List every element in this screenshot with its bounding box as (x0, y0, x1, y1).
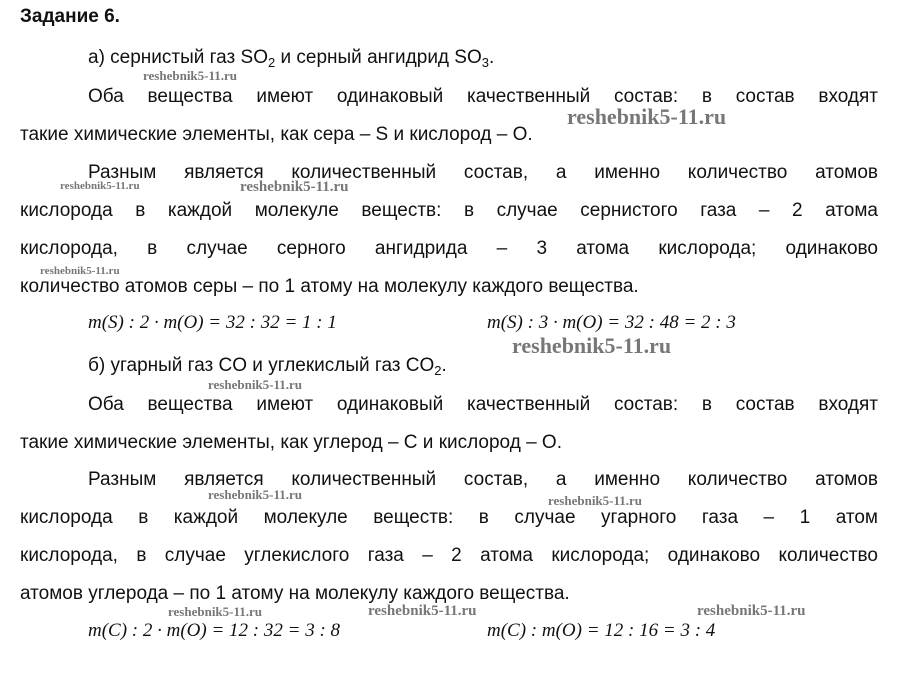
paragraph-line: Разным является количественный состав, а именно количество атомов (88, 162, 878, 183)
watermark: reshebnik5-11.ru (60, 180, 140, 192)
paragraph-line: такие химические элементы, как сера – S и кислород – O. (20, 124, 533, 145)
paragraph-line: атомов углерода – по 1 атому на молекулу каждого вещества. (20, 583, 570, 604)
paragraph-line: Оба вещества имеют одинаковый качественный состав: в состав входят (88, 394, 878, 415)
paragraph-line: кислорода в каждой молекуле веществ: в случае сернистого газа – 2 атома (20, 200, 878, 221)
paragraph-line: Оба вещества имеют одинаковый качественный состав: в состав входят (88, 86, 878, 107)
watermark: reshebnik5-11.ru (567, 104, 727, 129)
watermark: reshebnik5-11.ru (368, 603, 477, 619)
section-b-heading: б) угарный газ CO и углекислый газ $CO_2$. (88, 355, 447, 378)
paragraph-line: Разным является количественный состав, а именно количество атомов (88, 469, 878, 490)
paragraph-line: кислорода, в случае серного ангидрида – 3 атома кислорода; одинаково (20, 238, 878, 259)
watermark: reshebnik5-11.ru (208, 377, 303, 392)
formula-mass-ratio: m(S) : 2 · m(O) = 32 : 32 = 1 : 1 (88, 312, 337, 333)
watermark: reshebnik5-11.ru (168, 604, 263, 619)
paragraph-line: кислорода в каждой молекуле веществ: в случае угарного газа – 1 атом (20, 507, 878, 528)
watermark: reshebnik5-11.ru (548, 493, 643, 508)
watermark: reshebnik5-11.ru (208, 487, 303, 502)
paragraph-line: кислорода, в случае углекислого газа – 2 атома кислорода; одинаково количество (20, 545, 878, 566)
paragraph-line: количество атомов серы – по 1 атому на молекулу каждого вещества. (20, 276, 639, 297)
paragraph-line: такие химические элементы, как углерод – C и кислород – O. (20, 432, 562, 453)
formula-mass-ratio: m(C) : m(O) = 12 : 16 = 3 : 4 (487, 620, 716, 641)
watermark: reshebnik5-11.ru (697, 603, 806, 619)
watermark: reshebnik5-11.ru (143, 68, 238, 83)
formula-mass-ratio: m(C) : 2 · m(O) = 12 : 32 = 3 : 8 (88, 620, 341, 641)
formula-mass-ratio: m(S) : 3 · m(O) = 32 : 48 = 2 : 3 (487, 312, 736, 333)
watermark: reshebnik5-11.ru (40, 265, 120, 277)
task-title: Задание 6. (20, 6, 120, 27)
section-a-heading: а) сернистый газ $SO_2$ и серный ангидрид $SO_3$. (88, 47, 495, 70)
watermark: reshebnik5-11.ru (240, 179, 349, 195)
watermark: reshebnik5-11.ru (512, 333, 672, 358)
